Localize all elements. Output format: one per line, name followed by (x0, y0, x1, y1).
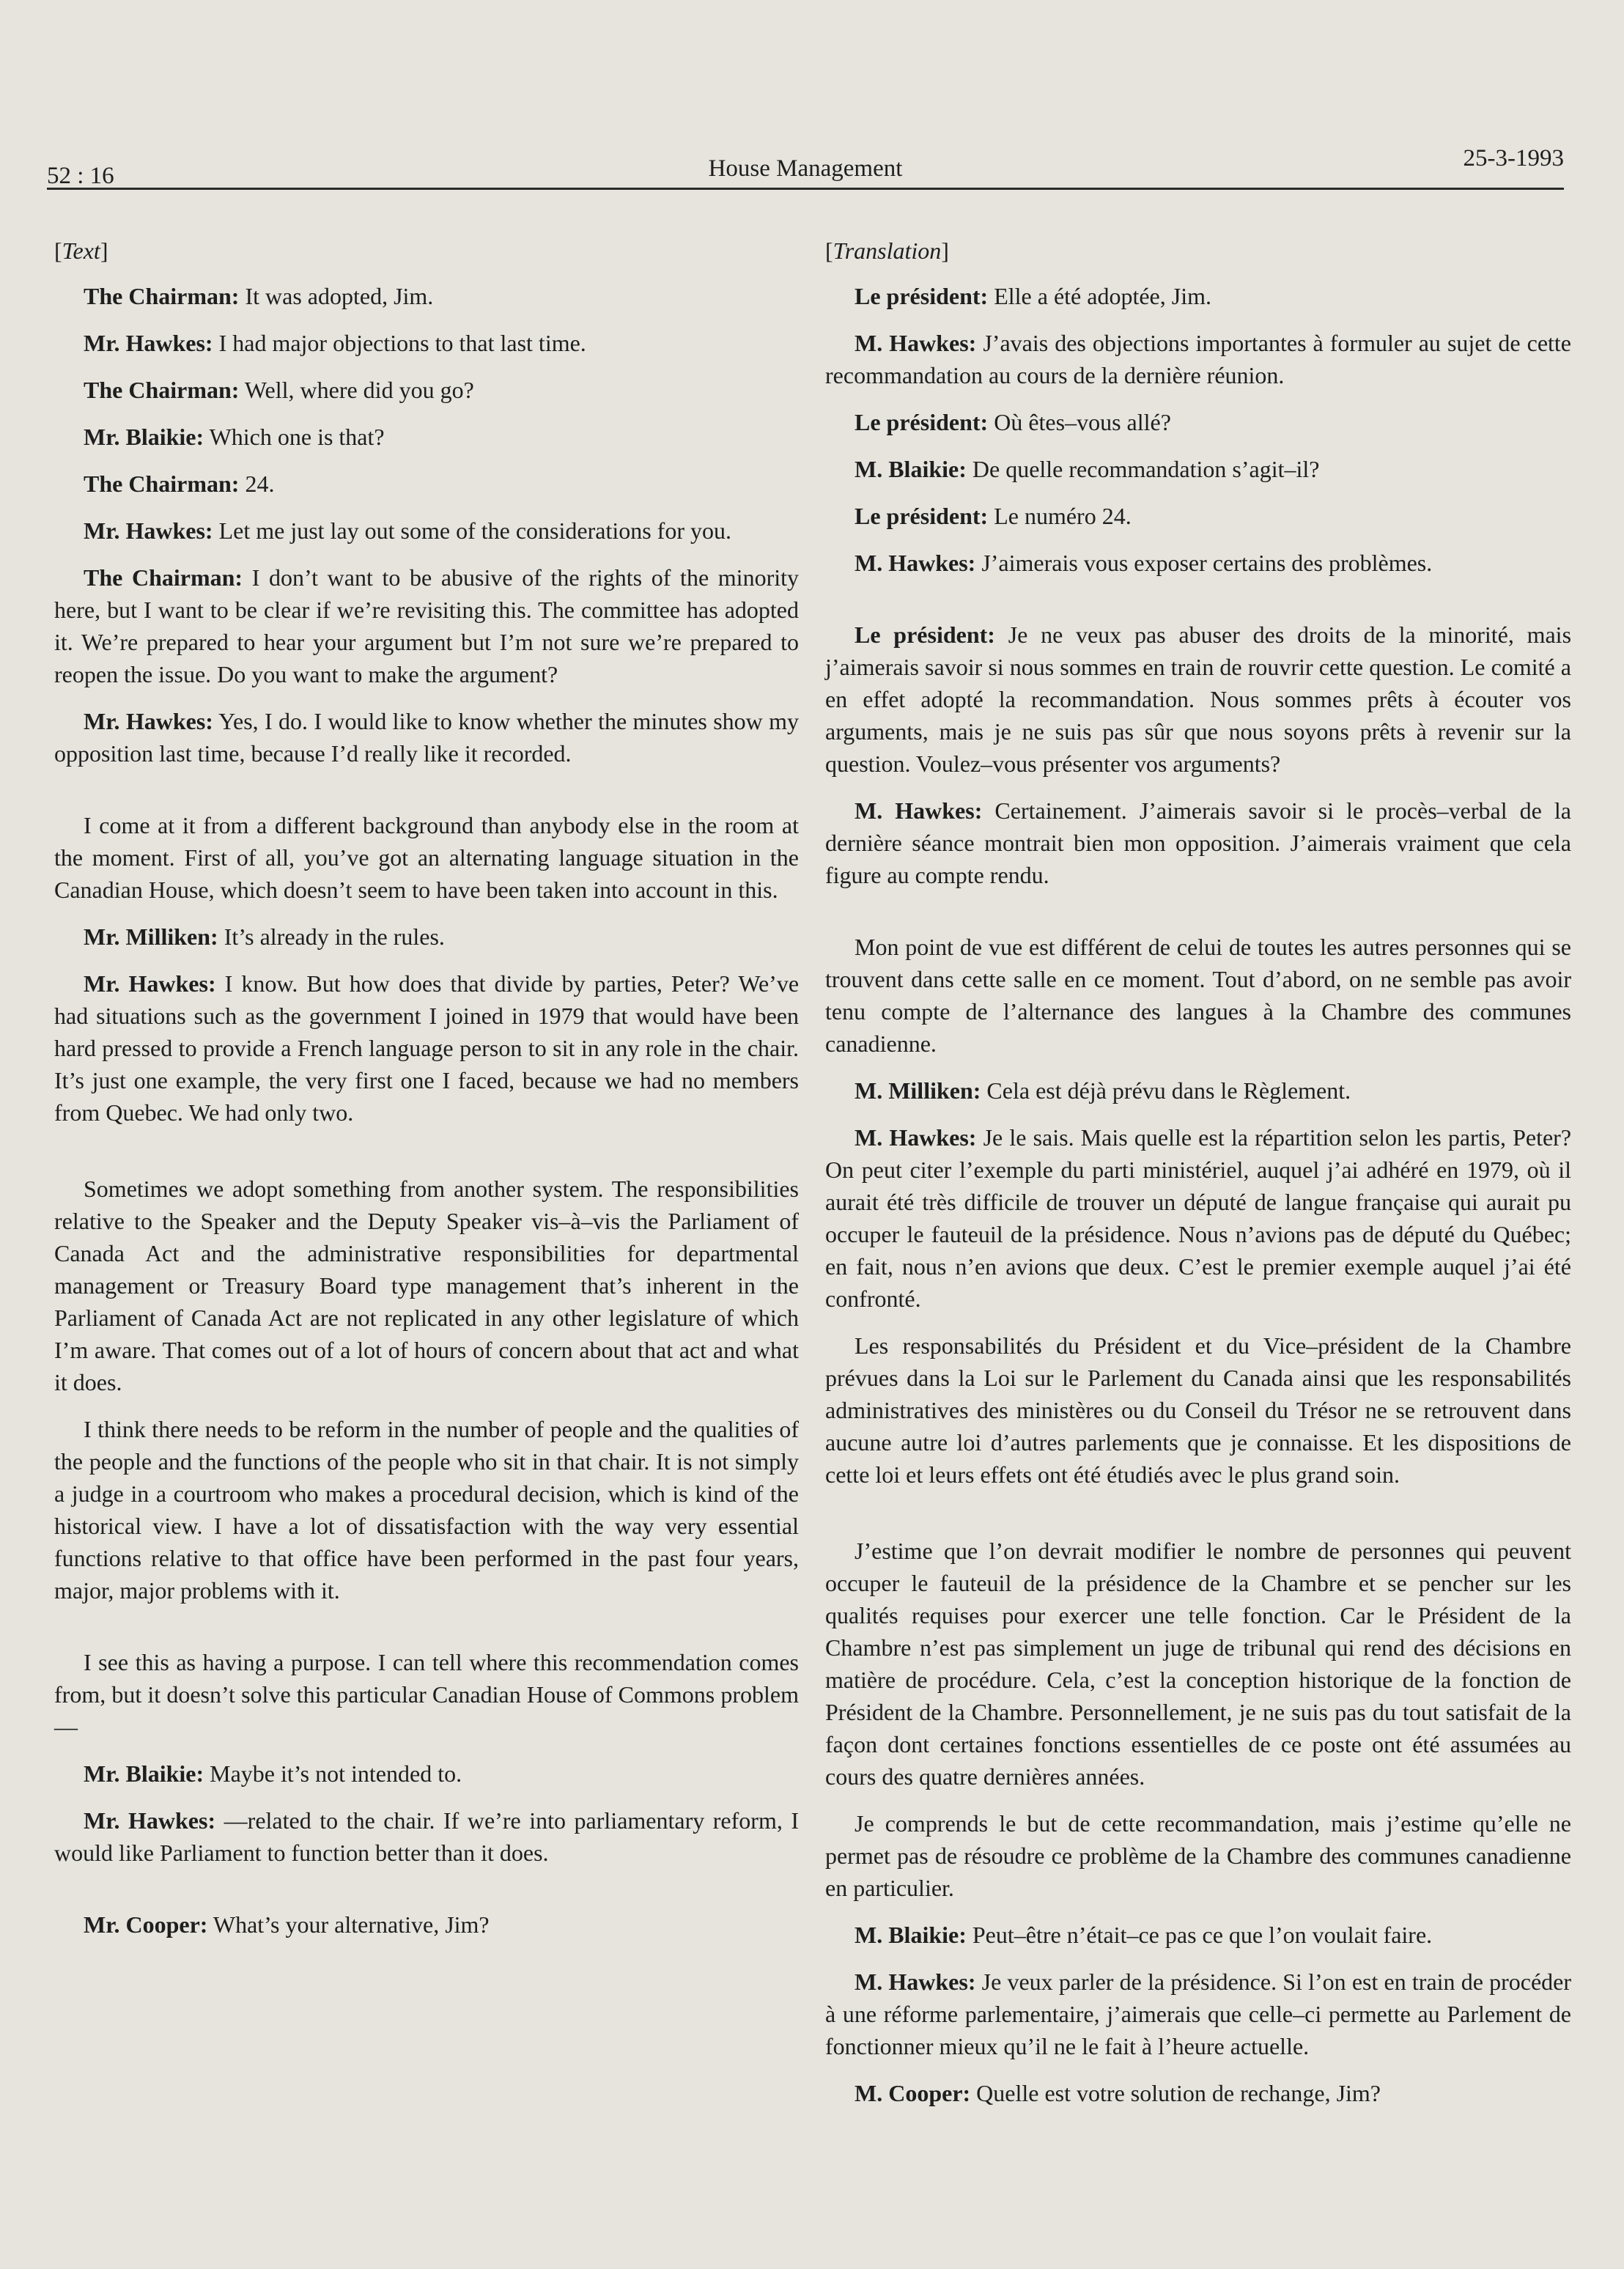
speaker-name: M. Hawkes: (855, 330, 977, 356)
speaker-name: M. Blaikie: (855, 456, 967, 482)
paragraph: M. Hawkes: Je le sais. Mais quelle est la répartition selon les partis, Peter? On peut citer l’exemple du parti ministériel, auquel j’ai adhéré en 1979, où il aurait été très difficile de trouver un député de langue française qui aurait pu occuper le fauteuil de la présidence. Nous n’avions pas de député du Québec; en fait, nous n’en avions que deux. C’est le premier exemple auquel j’ai été confronté. (825, 1124, 1572, 1312)
paragraph: M. Hawkes: Certainement. J’aimerais savoir si le procès–verbal de la dernière séance montrait bien mon opposition. J’aimerais vraiment que cela figure au compte rendu. (825, 797, 1572, 888)
paragraph: Mr. Hawkes: I had major objections to that last time. (84, 330, 586, 356)
speaker-name: Mr. Blaikie: (84, 424, 204, 450)
speaker-name: Le président: (855, 409, 989, 435)
speaker-name: M. Hawkes: (855, 550, 976, 576)
speaker-name: The Chairman: (84, 283, 240, 309)
speaker-name: The Chairman: (84, 377, 240, 403)
speaker-name: Mr. Hawkes: (84, 330, 213, 356)
page-header (47, 144, 1564, 190)
paragraph: M. Blaikie: De quelle recommandation s’agit–il? (855, 456, 1320, 482)
speaker-name: Mr. Hawkes: (84, 970, 216, 997)
sitting-date: 25-3-1993 (1463, 145, 1564, 171)
paragraph: Le président: Elle a été adoptée, Jim. (855, 283, 1211, 309)
paragraph: Les responsabilités du Président et du Vice–président de la Chambre prévues dans la Loi sur le Parlement du Canada ainsi que les responsabilités administratives des ministères ou du Conseil du Trésor ne se retrouvent dans aucune autre loi d’autres parlements que je connaisse. Et les dispositions de cette loi et leurs effets ont été étudiés avec le plus grand soin. (825, 1332, 1571, 1488)
paragraph: Le président: Où êtes–vous allé? (855, 409, 1171, 435)
paragraph: M. Hawkes: Je veux parler de la présidence. Si l’on est en train de procéder à une réforme parlementaire, j’aimerais que celle–ci permette au Parlement de fonctionner mieux qu’il ne le fait à l’heure actuelle. (825, 1969, 1572, 2059)
speaker-name: Le président: (855, 503, 989, 529)
paragraph: I think there needs to be reform in the number of people and the qualities of the people and the functions of the people who sit in that chair. It is not simply a judge in a courtroom who makes a procedural decision, which is kind of the historical view. I have a lot of dissatisfaction with the way very essential functions relative to that office have been performed in the past four years, major, major problems with it. (54, 1416, 799, 1604)
english-column (54, 235, 799, 1955)
speaker-name: M. Hawkes: (855, 1969, 976, 1995)
paragraph: The Chairman: It was adopted, Jim. (84, 283, 434, 309)
paragraph: Mr. Hawkes: I know. But how does that divide by parties, Peter? We’ve had situations such as the government I joined in 1979 that would have been hard pressed to provide a French language person to sit in any role in the chair. It’s just one example, the very first one I faced, because we had no members from Quebec. We had only two. (54, 970, 800, 1126)
paragraph: Mr. Hawkes: Let me just lay out some of the considerations for you. (84, 517, 731, 544)
speaker-name: M. Milliken: (855, 1077, 981, 1104)
speaker-name: Mr. Hawkes: (84, 708, 213, 734)
paragraph: Mr. Blaikie: Maybe it’s not intended to. (84, 1760, 462, 1787)
speaker-name: M. Cooper: (855, 2080, 971, 2106)
speaker-name: M. Hawkes: (855, 1124, 977, 1151)
paragraph: Le président: Je ne veux pas abuser des droits de la minorité, mais j’aimerais savoir si nous sommes en train de rouvrir cette question. Le comité a en effet adopté la recommandation. Nous sommes prêts à écouter vos arguments, mais je ne suis pas sûr que nous soyons prêts à revenir sur la question. Voulez–vous présenter vos arguments? (825, 621, 1572, 777)
paragraph: Mr. Hawkes: Yes, I do. I would like to know whether the minutes show my opposition last time, because I’d really like it recorded. (54, 708, 799, 767)
speaker-name: Mr. Milliken: (84, 923, 218, 950)
paragraph: Mr. Milliken: It’s already in the rules. (84, 923, 445, 950)
speaker-name: Mr. Hawkes: (84, 517, 213, 544)
paragraph: Le président: Le numéro 24. (855, 503, 1132, 529)
paragraph: J’estime que l’on devrait modifier le nombre de personnes qui peuvent occuper le fauteuil de la présidence de la Chambre et se pencher sur les qualités requises pour exercer une telle fonction. Car le Président de la Chambre n’est pas simplement un juge de tribunal qui rend des décisions en matière de procédure. Cela, c’est la conception historique de la fonction de Président de la Chambre. Personnellement, je ne suis pas du tout satisfait de la façon dont certaines fonctions essentielles de ce poste ont été assumées au cours des quatre dernières années. (825, 1538, 1571, 1790)
paragraph: Mr. Blaikie: Which one is that? (84, 424, 385, 450)
page-number: 52 : 16 (47, 163, 114, 189)
speaker-name: The Chairman: (84, 471, 240, 497)
column-tag: [Translation] (825, 237, 949, 264)
paragraph: M. Hawkes: J’aimerais vous exposer certains des problèmes. (855, 550, 1433, 576)
publication-title: House Management (708, 155, 903, 182)
paragraph: Mr. Cooper: What’s your alternative, Jim? (84, 1911, 490, 1938)
speaker-name: Mr. Hawkes: (84, 1807, 216, 1834)
speaker-name: Le président: (855, 283, 989, 309)
paragraph: M. Milliken: Cela est déjà prévu dans le Règlement. (855, 1077, 1351, 1104)
paragraph: Je comprends le but de cette recommandation, mais j’estime qu’elle ne permet pas de résoudre ce problème de la Chambre des communes canadienne en particulier. (825, 1810, 1571, 1901)
paragraph: I see this as having a purpose. I can tell where this recommendation comes from, but it doesn’t solve this particular Canadian House of Commons problem— (54, 1649, 799, 1740)
speaker-name: M. Hawkes: (855, 797, 983, 824)
paragraph: Sometimes we adopt something from another system. The responsibilities relative to the Speaker and the Deputy Speaker vis–à–vis the Parliament of Canada Act and the administrative responsibilities for departmental management or Treasury Board type management that’s inherent in the Parliament of Canada Act are not replicated in any other legislature of which I’m aware. That comes out of a lot of hours of concern about that act and what it does. (54, 1176, 799, 1395)
paragraph: M. Hawkes: J’avais des objections importantes à formuler au sujet de cette recommandation au cours de la dernière réunion. (825, 330, 1571, 388)
paragraph: M. Cooper: Quelle est votre solution de rechange, Jim? (855, 2080, 1381, 2106)
paragraph: The Chairman: Well, where did you go? (84, 377, 474, 403)
speaker-name: M. Blaikie: (855, 1922, 967, 1948)
speaker-name: Le président: (855, 621, 995, 648)
paragraph: The Chairman: 24. (84, 471, 275, 497)
paragraph: The Chairman: I don’t want to be abusive of the rights of the minority here, but I want to be clear if we’re revisiting this. The committee has adopted it. We’re prepared to hear your argument but I’m not sure we’re prepared to reopen the issue. Do you want to make the argument? (54, 564, 800, 687)
speaker-name: Mr. Cooper: (84, 1911, 208, 1938)
paragraph: Mr. Hawkes: —related to the chair. If we’re into parliamentary reform, I would like Parliament to function better than it does. (54, 1807, 800, 1866)
paragraph: I come at it from a different background than anybody else in the room at the moment. First of all, you’ve got an alternating language situation in the Canadian House, which doesn’t seem to have been taken into account in this. (54, 812, 799, 903)
speaker-name: The Chairman: (84, 564, 243, 591)
speaker-name: Mr. Blaikie: (84, 1760, 204, 1787)
column-tag: [Text] (54, 237, 108, 264)
paragraph: Mon point de vue est différent de celui de toutes les autres personnes qui se trouvent dans cette salle en ce moment. Tout d’abord, on ne semble pas avoir tenu compte de l’alternance des langues à la Chambre des communes canadienne. (825, 934, 1571, 1057)
paragraph: M. Blaikie: Peut–être n’était–ce pas ce que l’on voulait faire. (855, 1922, 1433, 1948)
french-column (825, 235, 1571, 2124)
